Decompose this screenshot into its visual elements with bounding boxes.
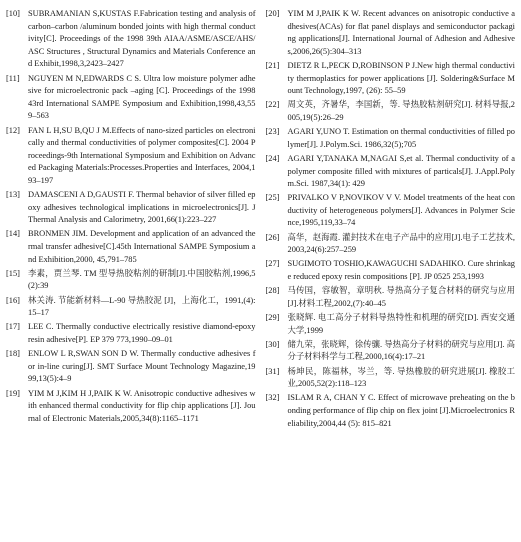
reference-number: [10] xyxy=(6,9,20,18)
reference-text: FAN L H,SU B,QU J M.Effects of nano-sized particles on electronically and thermal conductivities of polymer composites[C]. 2004 Proceedings-9th International Symposium and Exhibition on Advanced Packaging Materials:Processes.Properties and Interfaces, 2004,193–197 xyxy=(28,125,256,185)
reference-number: [20] xyxy=(265,9,280,18)
references-right-column xyxy=(266,8,516,542)
reference-number: [23] xyxy=(265,127,280,137)
reference-item xyxy=(6,388,256,426)
reference-item xyxy=(266,258,516,283)
reference-number: [26] xyxy=(265,232,280,242)
reference-number: [12] xyxy=(6,125,20,135)
reference-text: 周文英，齐暑华，李国新，等. 导热胶粘剂研究[J]. 材料导报,2005,19(5):26–29 xyxy=(287,100,515,122)
reference-text: LEE C. Thermally conductive electrically resistive diamond-epoxy resin adhesive[P]. EP 379 773,1990–09–01 xyxy=(28,322,256,344)
reference-item xyxy=(6,228,256,266)
reference-text: SUBRAMANIAN S,KUSTAS F.Fabrication testing and analysis of carbon–carbon /aluminum bonded joints with high thermal conductivity[C]. Proceedings of the 1998 39th AIAA/ASME/ASCE/AHS/ASC Structures , Structural Dynamics and Materials Conference and Exhibit,1998,3,2423–2427 xyxy=(28,9,256,69)
reference-text: 杨坤民，陈福林，岑兰，等. 导热橡胶的研究进展[J]. 橡胶工业,2005,52(2):118–123 xyxy=(287,366,515,389)
reference-number: [11] xyxy=(6,73,20,83)
reference-number: [18] xyxy=(6,349,20,359)
reference-text: YIM M J,PAIK K W. Recent advances on anisotropic conductive adhesives(ACAs) for flat panel displays and semiconductor packaging applications[J]. International Journal of Adhesion and Adhesives,2006,26(5):304–313 xyxy=(287,9,515,56)
reference-item xyxy=(266,60,516,98)
reference-text: 张晓辉. 电工高分子材料导热特性和机理的研究[D]. 西安交通大学,1999 xyxy=(287,313,515,335)
reference-item xyxy=(266,8,516,58)
reference-text: ISLAM R A, CHAN Y C. Effect of microwave preheating on the bonding performance of flip chip on flex joint [J].Microelectronics Reliability,2004,44 (5): 815–821 xyxy=(287,393,515,428)
reference-text: AGARI Y,TANAKA M,NAGAI S,et al. Thermal conductivity of a polymer composite filled with mixtures of particals[J]. J.Appl.Polym.Sci. 1987,34(1): 429 xyxy=(287,153,515,189)
reference-number: [22] xyxy=(265,100,280,110)
reference-item xyxy=(6,295,256,320)
reference-item xyxy=(266,126,516,151)
reference-text: NGUYEN M N,EDWARDS C S. Ultra low moisture polymer adhesive for microelectronic pack –aging [C]. Proceedings of the 1998 43rd International SAMPE Symposium and Exhibition,1998,43,559–563 xyxy=(28,73,256,121)
reference-text: AGARI Y,UNO T. Estimation on thermal conductivities of filled polymer[J]. J.Polym.Sci. 1986,32(5);705 xyxy=(287,127,515,149)
reference-number: [29] xyxy=(265,313,280,322)
reference-item xyxy=(6,189,256,227)
reference-item xyxy=(266,339,516,364)
reference-item xyxy=(266,192,516,230)
reference-number: [19] xyxy=(6,388,20,398)
reference-number: [17] xyxy=(6,322,20,332)
reference-item xyxy=(6,268,256,293)
reference-item xyxy=(266,153,516,191)
reference-number: [28] xyxy=(265,286,280,296)
reference-text: 李素，贾兰琴. TM 型导热胶粘剂的研制[J].中国胶粘剂,1996,5(2):39 xyxy=(28,268,256,291)
reference-text: DIETZ R L,PECK D,ROBINSON P J.New high thermal conductivity thermoplastics for power applications [J]. Soldering&Surface Mount Technology,1997, (26): 55–59 xyxy=(287,60,515,96)
reference-number: [13] xyxy=(6,190,20,200)
reference-text: PRIVALKO V P,NOVIKOV V V. Model treatments of the heat conductivity of heterogeneous polymers[J]. Advances in Polymer Science,1995,119,33–74 xyxy=(287,193,515,228)
reference-number: [24] xyxy=(265,153,280,163)
reference-text: 高华，赵海霞. 灌封技术在电子产品中的应用[J].电子工艺技术,2003,24(6):257–259 xyxy=(287,232,515,255)
reference-item xyxy=(266,312,516,337)
reference-text: 马传国，容敏智，章明秋. 导热高分子复合材料的研究与应用[J].材料工程,2002,(7):40–45 xyxy=(287,286,515,308)
reference-number: [32] xyxy=(265,393,280,403)
reference-text: 林关涛. 节能新材料—L-90 导热胶泥 [J]，上海化工，1991,(4):15–17 xyxy=(28,295,256,318)
reference-item xyxy=(6,8,256,71)
reference-text: BRONMEN JIM. Development and application of an advanced thermal transfer adhesive[C].45th International SAMPE Symposium and Exhibition,2000, 45,791–785 xyxy=(28,229,256,264)
reference-number: [15] xyxy=(6,268,20,278)
reference-text: ENLOW L R,SWAN SON D W. Thermally conductive adhesives for in-line curing[J]. SMT Surface Mount Technology Magazine,1999,13(5):4–9 xyxy=(28,349,256,384)
reference-item xyxy=(6,125,256,188)
reference-text: SUGIMOTO TOSHIO,KAWAGUCHI SADAHIKO. Cure shrinkage reduced epoxy resin compositions [P]. JP 0525 253,1993 xyxy=(287,259,515,282)
reference-item xyxy=(6,73,256,123)
reference-number: [14] xyxy=(6,229,20,239)
reference-number: [31] xyxy=(265,366,280,376)
reference-item xyxy=(266,232,516,257)
reference-item xyxy=(266,285,516,310)
reference-number: [25] xyxy=(265,193,280,203)
reference-number: [27] xyxy=(265,259,280,269)
reference-number: [30] xyxy=(265,339,280,349)
reference-number: [16] xyxy=(6,295,20,305)
references-left-column xyxy=(6,8,256,542)
reference-item xyxy=(266,392,516,430)
reference-text: YIM M J,KIM H J,PAIK K W. Anisotropic conductive adhesives with enhanced thermal conductivity for flip chip applications [J]. Journal of Electronic Materials,2005,34(8):1165–1171 xyxy=(28,388,256,423)
reference-text: 储九荣，张晓辉，徐传骧. 导热高分子材料的研究与应用[J]. 高分子材料科学与工程,2000,16(4):17–21 xyxy=(287,339,515,362)
reference-item xyxy=(266,366,516,391)
reference-text: DAMASCENI A D,GAUSTI F. Thermal behavior of silver filled epoxy adhesives technological implications in microelectronics[J]. J Thermal Analysis and Calorimetry, 2001,66(1):223–227 xyxy=(28,190,256,225)
reference-item xyxy=(6,321,256,346)
reference-item xyxy=(266,99,516,124)
reference-number: [21] xyxy=(265,60,280,70)
reference-item xyxy=(6,348,256,386)
